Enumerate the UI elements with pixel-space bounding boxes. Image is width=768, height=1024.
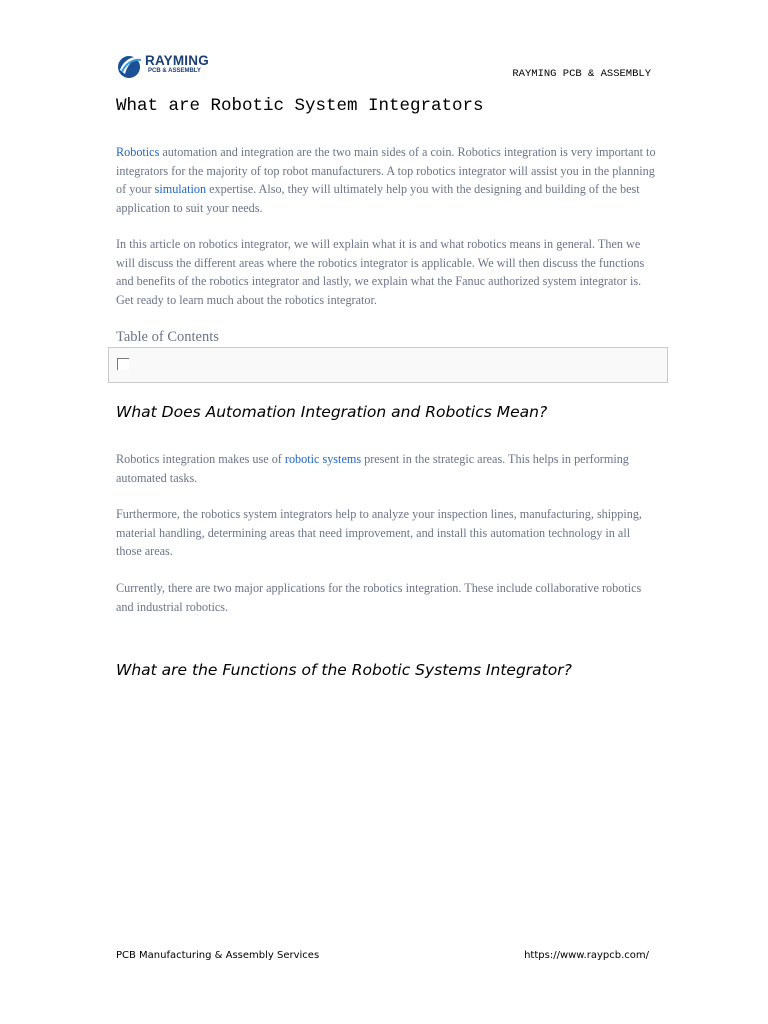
intro-paragraph-2: In this article on robotics integrator, we will explain what it is and what robotics means in general. Then we will discuss the different areas where the robotics integrator is applicable. We will then discuss the functions and benefits of the robotics integrator and lastly, we explain what the Fanuc authorized system integrator is. Get ready to learn much about the robotics integrator.	[116, 237, 645, 307]
simulation-link[interactable]: simulation	[154, 182, 207, 197]
section-heading-functions: What are the Functions of the Robotic Systems Integrator?	[116, 661, 572, 679]
rayming-logo	[116, 52, 216, 82]
section1-paragraph-2: Furthermore, the robotics system integrators help to analyze your inspection lines, manufacturing, shipping, material handling, determining areas that need improvement, and install this automation technology in all those areas.	[116, 507, 642, 559]
toc-toggle-icon[interactable]	[117, 358, 129, 370]
logo-name: RAYMING	[145, 53, 209, 68]
toc-label: Table of Contents	[116, 329, 219, 345]
section-heading-automation: What Does Automation Integration and Robotics Mean?	[116, 403, 548, 421]
logo-mark-icon	[116, 52, 144, 80]
intro-paragraph-1	[116, 143, 656, 217]
section1-paragraph-1-text-a: Robotics integration makes use of	[116, 452, 285, 466]
robotic-systems-link[interactable]: robotic systems	[284, 452, 362, 466]
logo-subtitle: PCB & ASSEMBLY	[148, 68, 201, 74]
section1-paragraph-1-text-b: present in the strategic areas. This helps in performing automated tasks.	[116, 452, 629, 485]
intro-paragraph-1-text-a: automation and integration are the two main sides of a coin. Robotics integration is very important to integrators for the majority of top robot manufacturers. A top robotics integrator will assist you in the planning of your	[116, 145, 656, 197]
footer-url[interactable]: https://www.raypcb.com/	[524, 950, 649, 961]
robotics-link[interactable]: Robotics	[116, 145, 160, 159]
footer-services: PCB Manufacturing & Assembly Services	[116, 950, 320, 961]
section1-paragraph-3: Currently, there are two major applications for the robotics integration. These include collaborative robotics and industrial robotics.	[116, 581, 642, 614]
page-title: What are Robotic System Integrators	[116, 96, 484, 116]
table-of-contents-box	[108, 347, 668, 383]
section1-paragraph-1	[116, 450, 656, 487]
header-company-name: RAYMING PCB & ASSEMBLY	[512, 68, 651, 80]
intro-paragraph-1-text-b: expertise. Also, they will ultimately help you with the designing and building of the best application to suit your needs.	[116, 182, 640, 215]
